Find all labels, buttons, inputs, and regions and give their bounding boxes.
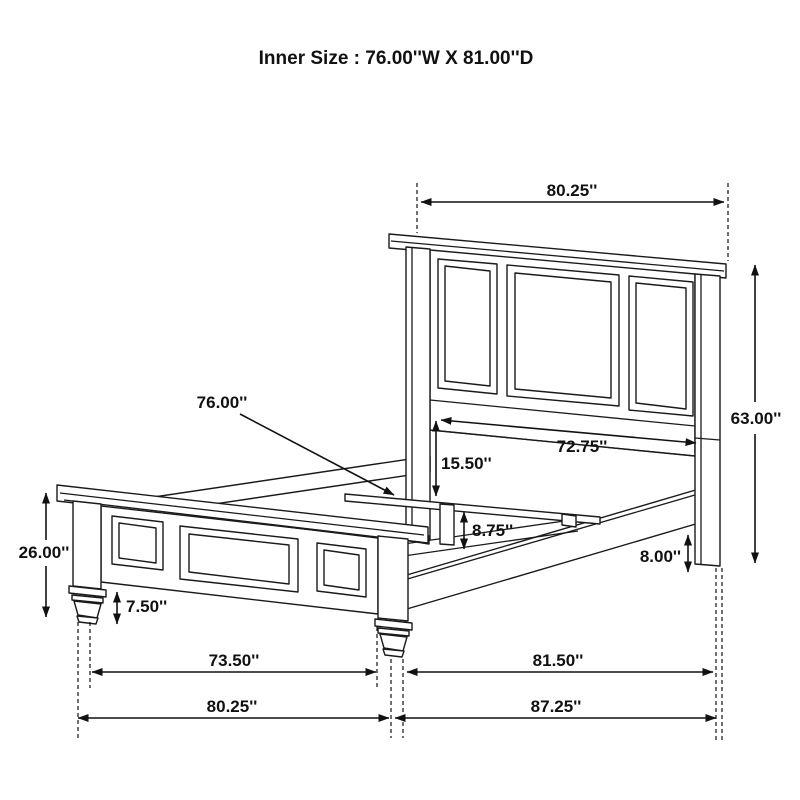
dim-footboard-height-label: 26.00'' (18, 543, 70, 562)
headboard-post-right (695, 274, 720, 566)
dim-footboard-width (78, 697, 389, 718)
dim-slat-height-label: 8.75'' (472, 521, 514, 540)
footboard-post-left (73, 501, 101, 589)
dim-slat-span-label: 76.00'' (196, 393, 248, 412)
dim-side-rail-length-label: 81.50'' (532, 651, 584, 670)
dim-side-rail-length (407, 651, 713, 672)
dim-headboard-height (731, 265, 782, 563)
footboard (57, 485, 428, 657)
dim-headboard-top-width (421, 181, 724, 202)
dim-overall-depth-label: 87.25'' (530, 697, 582, 716)
footboard-leg-left (69, 586, 106, 624)
dim-rail-floor-clearance-label: 8.00'' (639, 547, 681, 566)
dim-overall-depth (395, 697, 716, 718)
dim-footboard-width-label: 80.25'' (206, 697, 258, 716)
dim-headboard-height-label: 63.00'' (730, 409, 782, 428)
dim-footboard-inner-width (92, 651, 376, 672)
bed-drawing (57, 234, 726, 657)
dim-footboard-leg-height (117, 592, 167, 624)
diagram-title: Inner Size : 76.00''W X 81.00''D (258, 48, 534, 69)
dim-headboard-top-width-label: 80.25'' (546, 181, 598, 200)
dim-rail-floor-clearance (640, 535, 688, 572)
dim-panel-to-slat-label: 15.50'' (441, 454, 492, 473)
footboard-leg-right (375, 619, 412, 657)
dim-footboard-height (19, 493, 70, 617)
dim-headboard-inner-width-label: 72.75'' (556, 437, 608, 456)
dim-footboard-leg-height-label: 7.50'' (126, 597, 168, 616)
headboard-post-left (406, 247, 430, 540)
slat-support-post (440, 504, 454, 545)
dim-footboard-inner-width-label: 73.50'' (208, 651, 260, 670)
footboard-post-right (378, 536, 408, 621)
